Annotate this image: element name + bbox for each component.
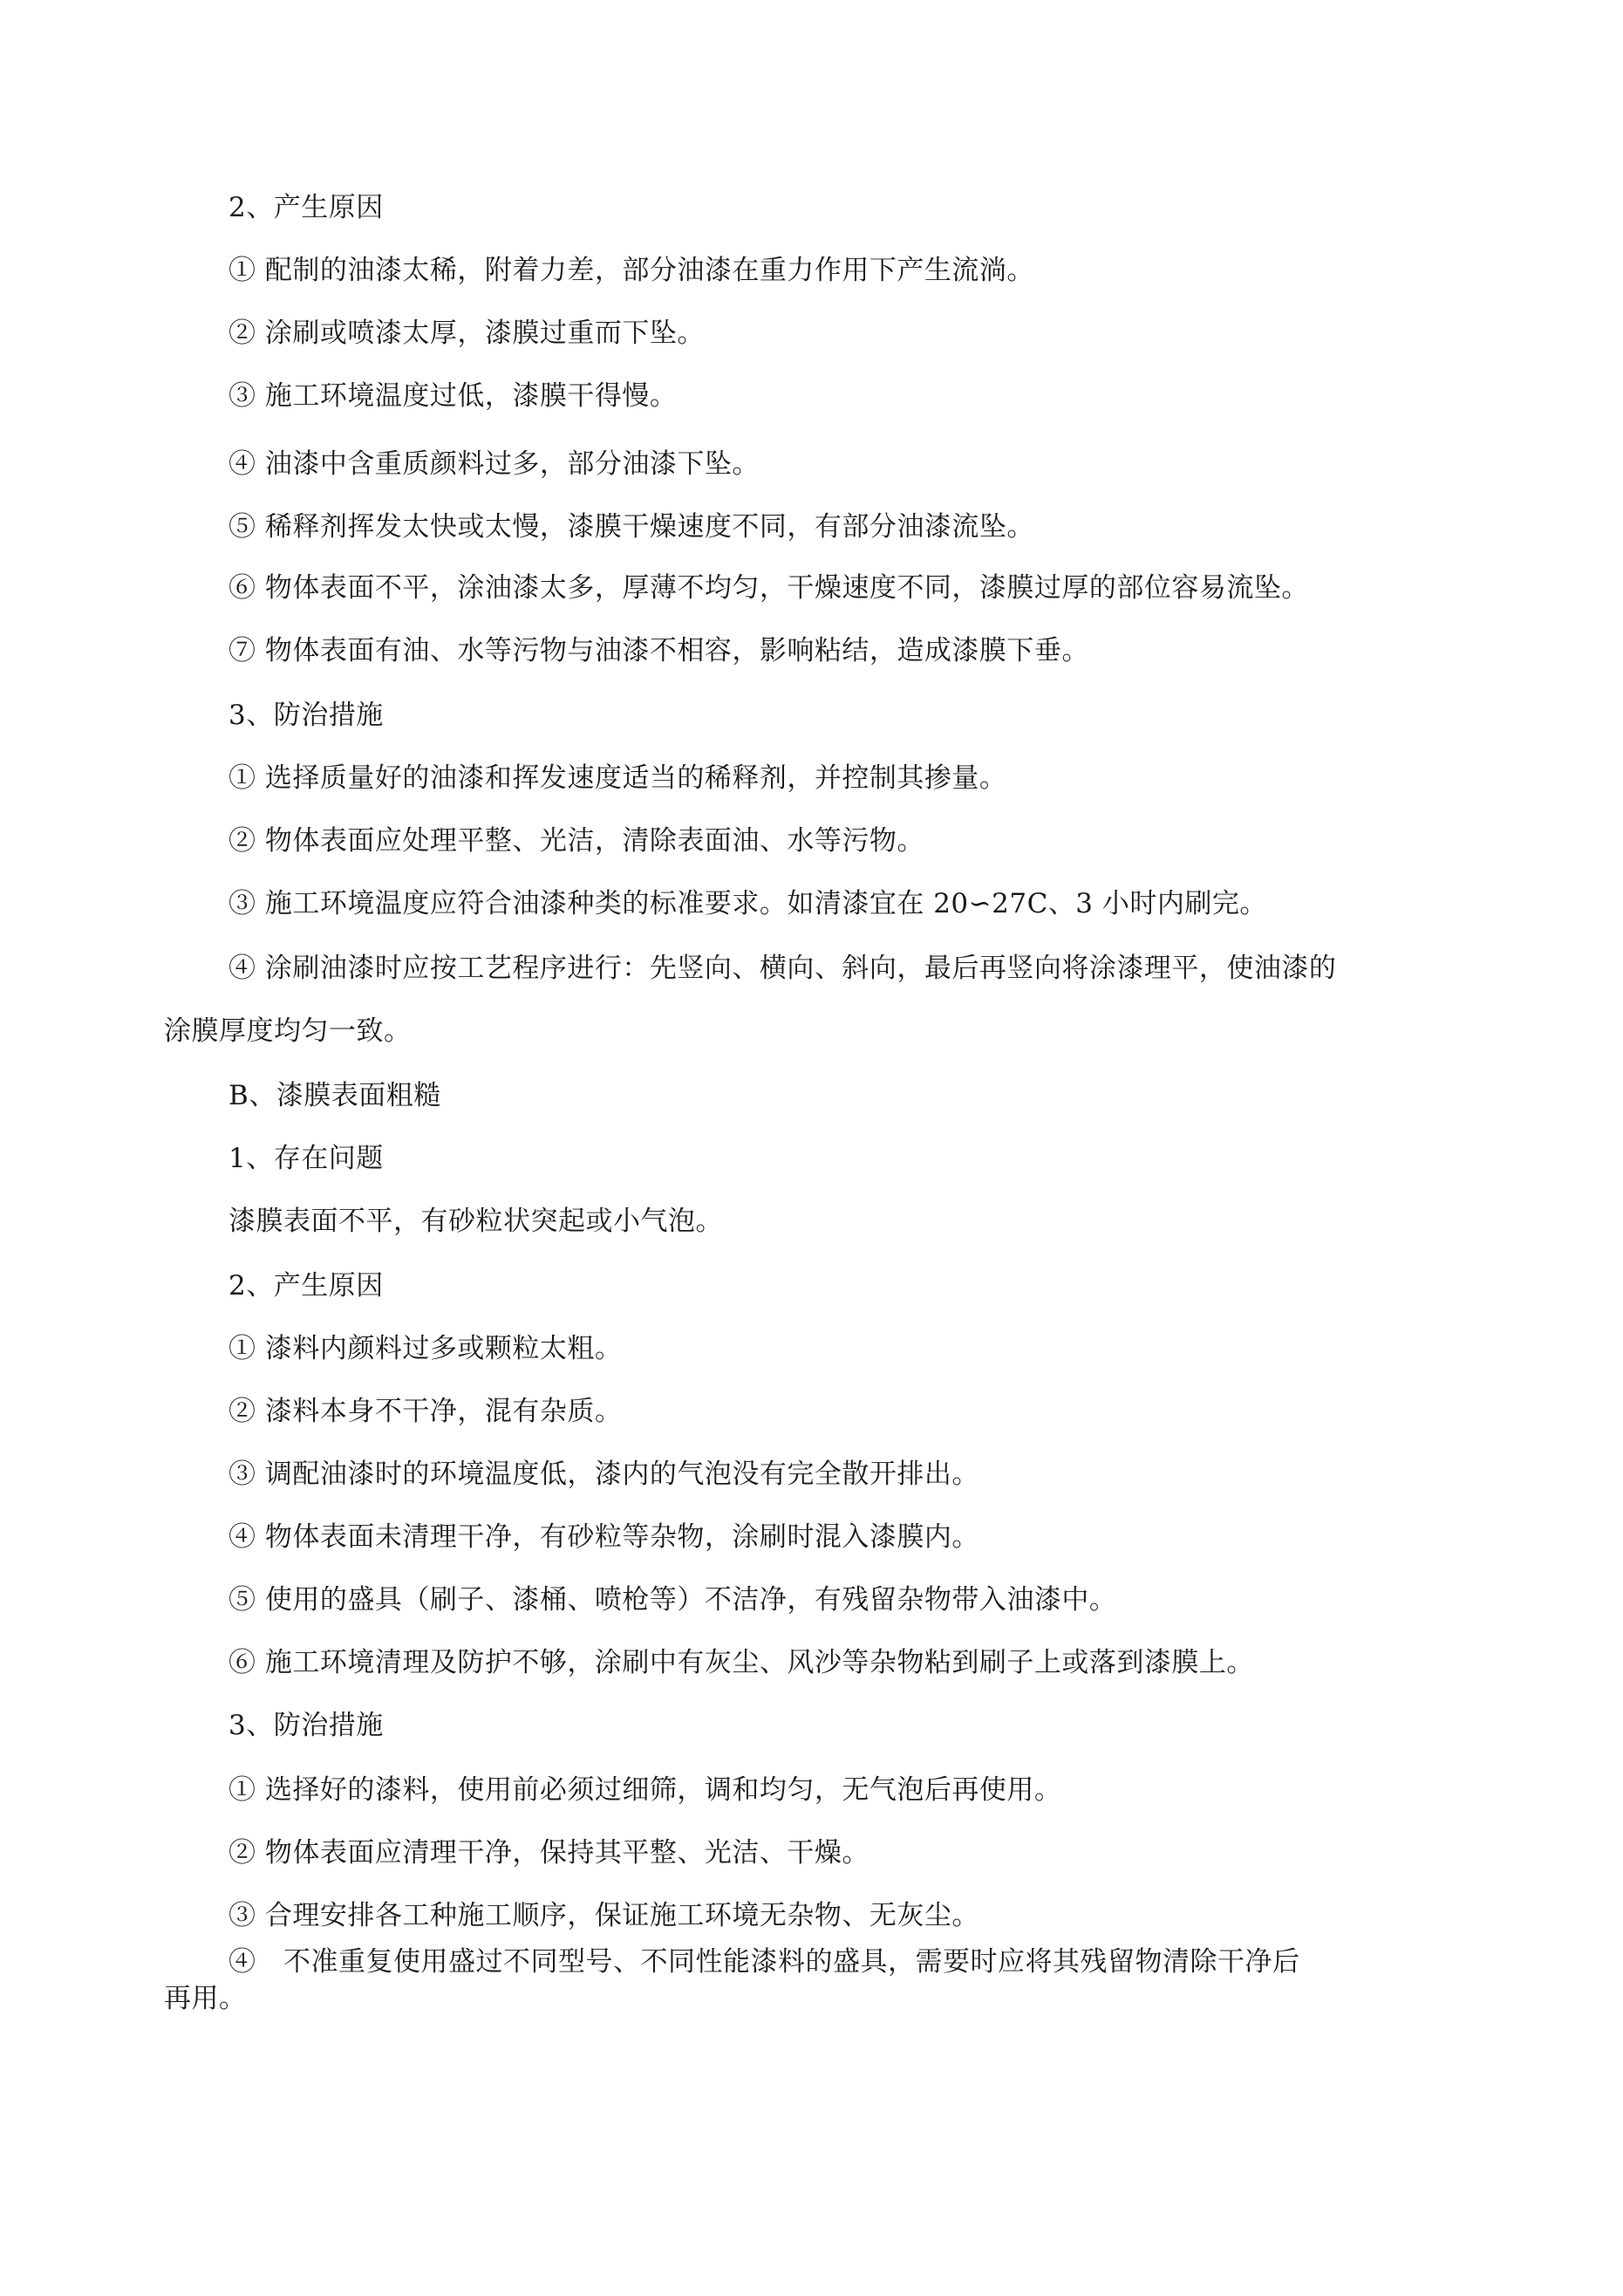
paragraph: ④ 油漆中含重质颜料过多，部分油漆下坠。 bbox=[228, 448, 760, 480]
paragraph: ⑥ 物体表面不平，涂油漆太多，厚薄不均匀，干燥速度不同，漆膜过厚的部位容易流坠。 bbox=[228, 572, 1309, 604]
heading-measures: 3、防治措施 bbox=[228, 1710, 384, 1741]
paragraph: ⑦ 物体表面有油、水等污物与油漆不相容，影响粘结，造成漆膜下垂。 bbox=[228, 635, 1089, 666]
paragraph: ③ 施工环境温度应符合油漆种类的标准要求。如清漆宜在 20∽27C、3 小时内刷完。 bbox=[228, 888, 1267, 919]
section-heading: B、漆膜表面粗糙 bbox=[228, 1080, 441, 1111]
paragraph: ⑤ 稀释剂挥发太快或太慢，漆膜干燥速度不同，有部分油漆流坠。 bbox=[228, 511, 1034, 543]
paragraph: ③ 合理安排各工种施工顺序，保证施工环境无杂物、无灰尘。 bbox=[228, 1900, 979, 1931]
heading-causes: 2、产生原因 bbox=[228, 1270, 384, 1302]
paragraph: ⑥ 施工环境清理及防护不够，涂刷中有灰尘、风沙等杂物粘到刷子上或落到漆膜上。 bbox=[228, 1647, 1254, 1678]
paragraph: ① 选择好的漆料，使用前必须过细筛，调和均匀，无气泡后再使用。 bbox=[228, 1774, 1062, 1806]
paragraph: ② 物体表面应处理平整、光洁，清除表面油、水等污物。 bbox=[228, 825, 924, 857]
paragraph: ③ 施工环境温度过低，漆膜干得慢。 bbox=[228, 380, 678, 412]
paragraph: ② 涂刷或喷漆太厚，漆膜过重而下坠。 bbox=[228, 318, 705, 349]
paragraph: ① 漆料内颜料过多或颗粒太粗。 bbox=[228, 1333, 623, 1364]
heading-problem: 1、存在问题 bbox=[228, 1143, 384, 1174]
heading-causes: 2、产生原因 bbox=[228, 192, 384, 223]
paragraph: 漆膜表面不平，有砂粒状突起或小气泡。 bbox=[228, 1206, 723, 1237]
paragraph-continuation: 再用。 bbox=[164, 1983, 247, 2014]
paragraph: ② 漆料本身不干净，混有杂质。 bbox=[228, 1396, 623, 1427]
paragraph: ⑤ 使用的盛具（刷子、漆桶、喷枪等）不洁净，有残留杂物带入油漆中。 bbox=[228, 1584, 1117, 1616]
paragraph: ④ 物体表面未清理干净，有砂粒等杂物，涂刷时混入漆膜内。 bbox=[228, 1521, 979, 1553]
paragraph: ③ 调配油漆时的环境温度低，漆内的气泡没有完全散开排出。 bbox=[228, 1459, 979, 1490]
paragraph: ② 物体表面应清理干净，保持其平整、光洁、干燥。 bbox=[228, 1837, 869, 1869]
paragraph: ① 选择质量好的油漆和挥发速度适当的稀释剂，并控制其掺量。 bbox=[228, 762, 1007, 794]
paragraph: ④ 不准重复使用盛过不同型号、不同性能漆料的盛具，需要时应将其残留物清除干净后 bbox=[228, 1946, 1300, 1978]
paragraph: ④ 涂刷油漆时应按工艺程序进行：先竖向、横向、斜向，最后再竖向将涂漆理平，使油漆的 bbox=[228, 953, 1337, 984]
paragraph: ① 配制的油漆太稀，附着力差，部分油漆在重力作用下产生流淌。 bbox=[228, 255, 1034, 286]
paragraph-continuation: 涂膜厚度均匀一致。 bbox=[164, 1015, 412, 1047]
heading-measures: 3、防治措施 bbox=[228, 700, 384, 731]
